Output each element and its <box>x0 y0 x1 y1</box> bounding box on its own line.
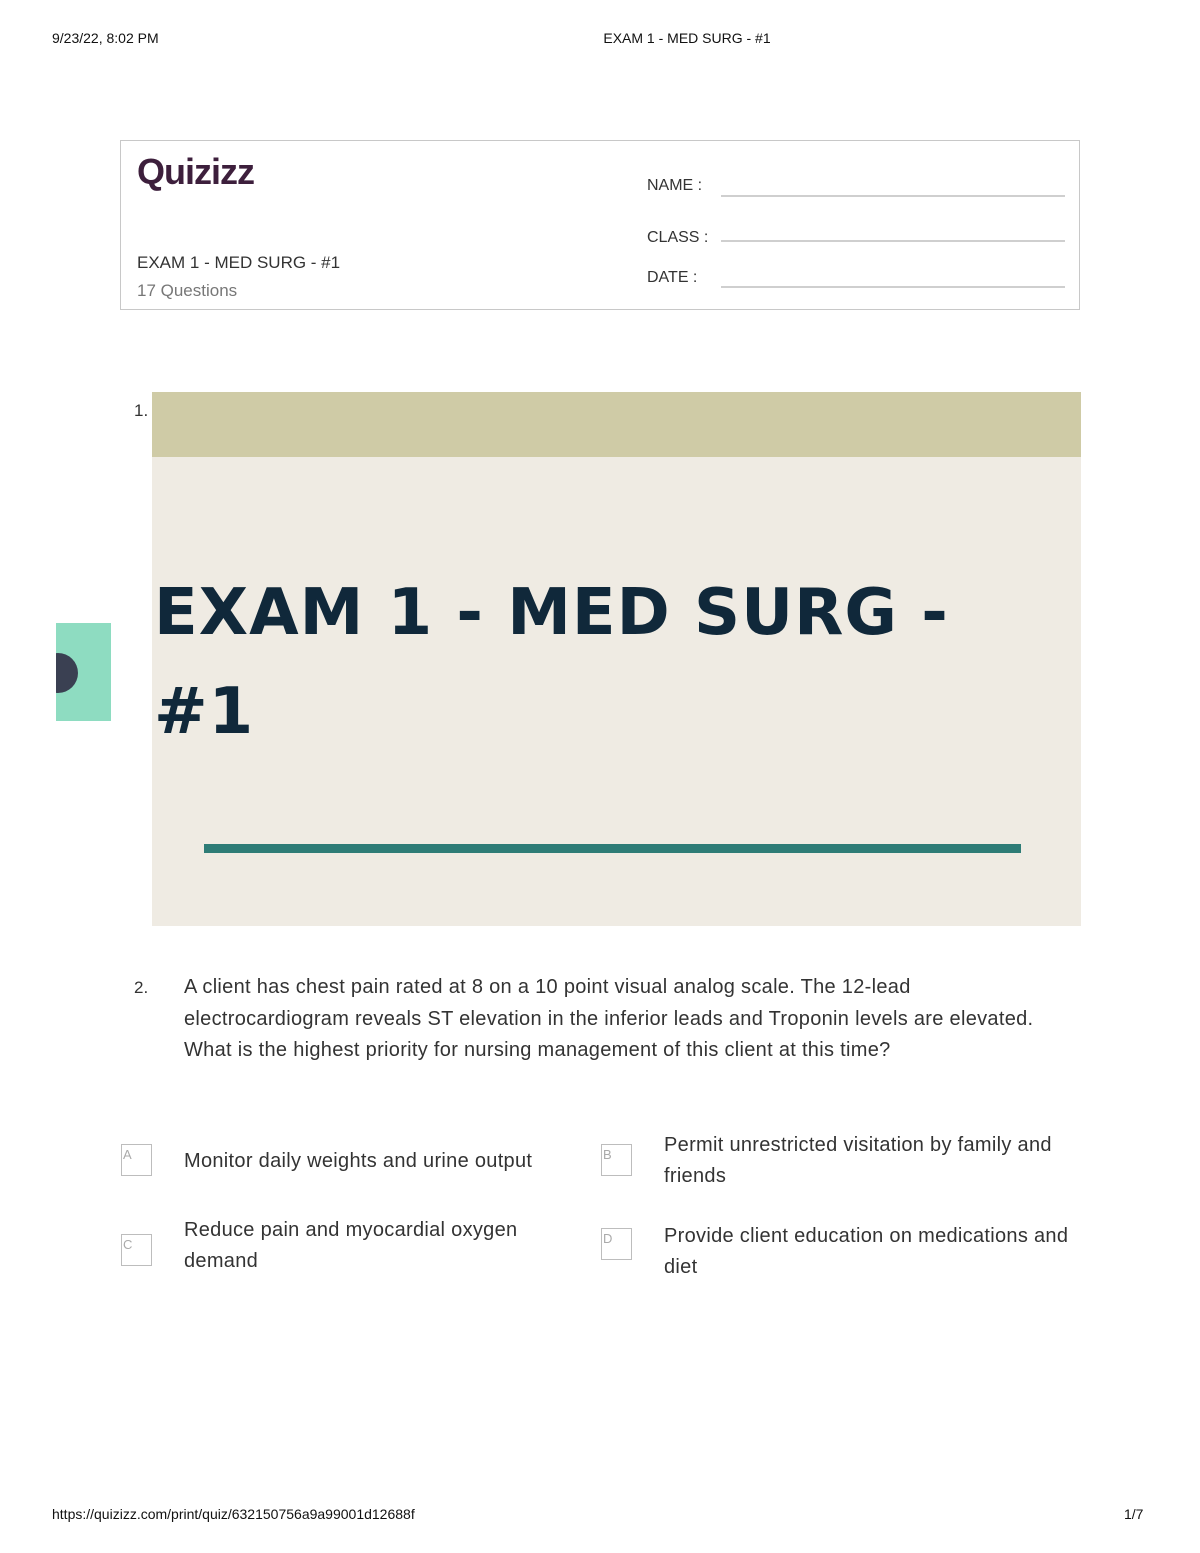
question-2-number: 2. <box>134 978 149 997</box>
option-b-box[interactable]: B <box>601 1144 632 1176</box>
option-d-text: Provide client education on medications and diet <box>664 1225 1069 1278</box>
question-2-text: A client has chest pain rated at 8 on a 10 point visual analog scale. The 12-lead electrocardiogram reveals ST elevation in the inferior leads and Troponin levels are elevated. What is the highest priority for nursing management of this client at this time? <box>184 976 1034 1061</box>
page-number: 1/7 <box>1124 1506 1144 1522</box>
worksheet-header <box>120 140 1080 310</box>
side-dot-icon <box>56 653 78 693</box>
quiz-name: EXAM 1 - MED SURG - #1 <box>137 253 341 272</box>
option-d-box[interactable]: D <box>601 1228 632 1260</box>
class-line <box>721 240 1065 242</box>
quizizz-logo: Quizizz <box>137 151 254 192</box>
date-line <box>721 286 1065 288</box>
print-date: 9/23/22, 8:02 PM <box>52 30 159 46</box>
print-url: https://quizizz.com/print/quiz/632150756a9a99001d12688f <box>52 1506 415 1522</box>
option-b-text: Permit unrestricted visitation by family and friends <box>664 1134 1052 1187</box>
side-tab <box>56 623 111 721</box>
option-c-box[interactable]: C <box>121 1234 152 1266</box>
question-1-slide <box>152 392 1081 926</box>
slide-band <box>152 392 1081 457</box>
question-1-number: 1. <box>134 401 149 420</box>
slide-title: EXAM 1 - MED SURG - #1 <box>154 576 949 749</box>
class-label: CLASS : <box>647 229 709 246</box>
option-c-text: Reduce pain and myocardial oxygen demand <box>184 1219 518 1272</box>
name-line <box>721 195 1065 197</box>
option-a-box[interactable]: A <box>121 1144 152 1176</box>
name-label: NAME : <box>647 177 703 194</box>
option-a-text: Monitor daily weights and urine output <box>184 1150 533 1172</box>
print-title: EXAM 1 - MED SURG - #1 <box>603 30 771 46</box>
date-label: DATE : <box>647 269 698 286</box>
question-count: 17 Questions <box>137 281 238 300</box>
slide-rule <box>204 844 1021 853</box>
